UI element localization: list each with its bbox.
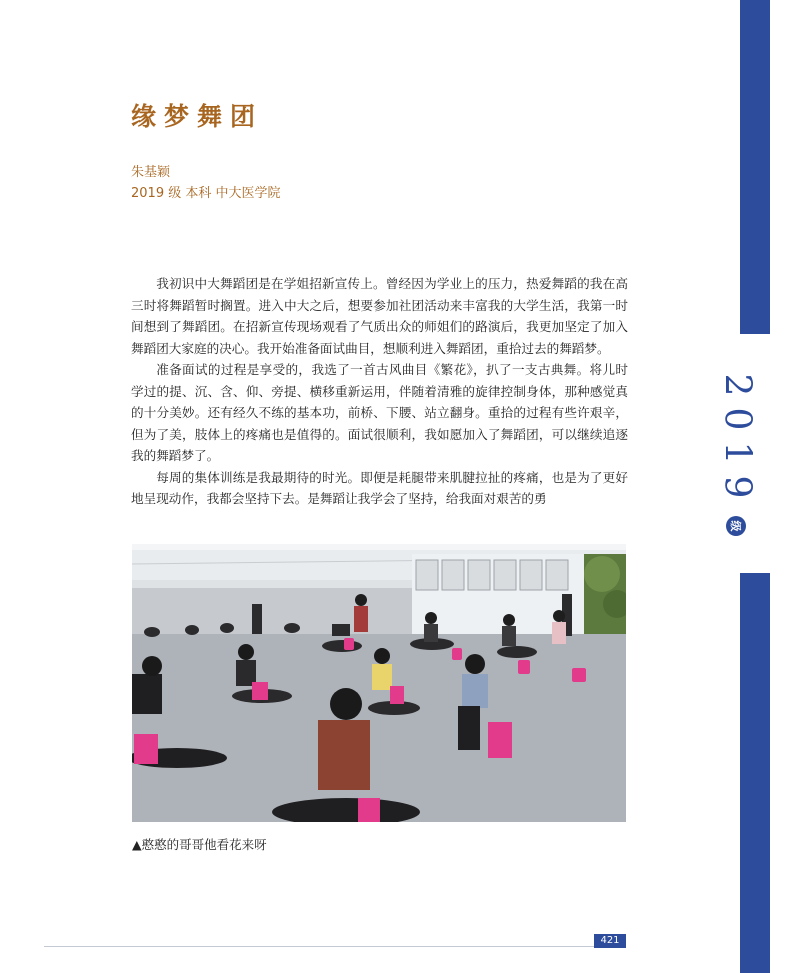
year-label-vertical [716,368,756,536]
photo-illustration [132,544,626,822]
grade-badge: 级 [726,516,746,536]
author-name: 朱基颖 [131,165,171,180]
paragraph: 准备面试的过程是享受的，我选了一首古风曲目《繁花》，扒了一支古典舞。将儿时学过的提、沉、含、仰、旁提、横移重新运用，伴随着清雅的旋律控制身体，那种感觉真的十分美妙。还有经久不练的基本功，前桥、下腰、站立翻身。重拾的过程有些许艰辛，但为了美，肢体上的疼痛也是值得的。面试很顺利，我如愿加入了舞蹈团，可以继续追逐我的舞蹈梦了。 [131,362,628,463]
dance-practice-photo [132,544,626,822]
footer-divider [44,946,594,947]
side-bar-top [740,0,770,334]
side-bar-bottom [740,573,770,973]
photo-caption: ▲憨憨的哥哥他看花来呀 [132,837,267,852]
year-digit: 9 [716,475,757,499]
year-digit: 0 [716,407,757,431]
year-digit: 1 [716,441,757,465]
article-body [131,273,628,510]
paragraph: 每周的集体训练是我最期待的时光。即便是耗腿带来肌腱拉扯的疼痛，也是为了更好地呈现动作，我都会坚持下去。是舞蹈让我学会了坚持，给我面对艰苦的勇 [131,469,628,506]
page-number: 421 [594,934,626,948]
article-title: 缘梦舞团 [131,102,264,131]
author-block [131,162,280,204]
paragraph: 我初识中大舞蹈团是在学姐招新宣传上。曾经因为学业上的压力，热爱舞蹈的我在高三时将舞蹈暂时搁置。进入中大之后，想要参加社团活动来丰富我的大学生活，我第一时间想到了舞蹈团。在招新宣传现场观看了气质出众的师姐们的路演后，我更加坚定了加入舞蹈团大家庭的决心。我开始准备面试曲目，想顺利进入舞蹈团，重拾过去的舞蹈梦。 [131,276,628,356]
author-info: 2019 级 本科 中大医学院 [131,186,281,201]
year-digit: 2 [716,373,757,397]
